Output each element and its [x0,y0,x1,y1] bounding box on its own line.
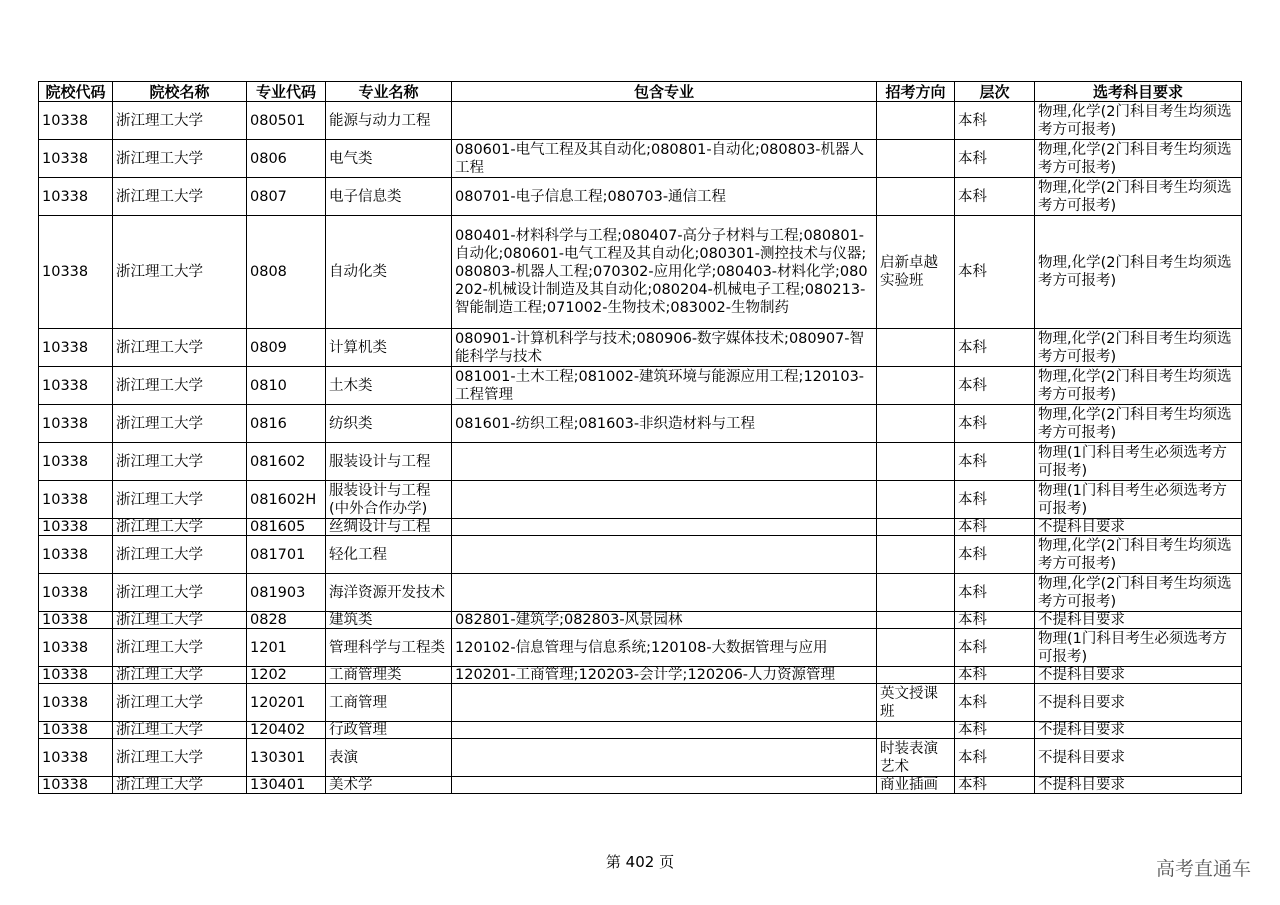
table-row [39,722,1242,739]
table-row [39,216,1242,329]
table-row [39,481,1242,519]
includes-cell [452,722,877,739]
school-code-cell: 10338 [39,629,113,667]
school-code-cell: 10338 [39,178,113,216]
major-name-cell: 电气类 [326,140,452,178]
requirement-cell: 物理,化学(2门科目考生均须选考方可报考) [1035,102,1242,140]
major-name-cell: 电子信息类 [326,178,452,216]
page-number: 第 402 页 [605,853,675,871]
school-code-cell: 10338 [39,481,113,519]
school-code-cell: 10338 [39,519,113,536]
direction-cell [877,574,955,612]
direction-cell [877,722,955,739]
direction-cell [877,140,955,178]
header-includes: 包含专业 [452,82,877,102]
table-row [39,178,1242,216]
header-requirement: 选考科目要求 [1035,82,1242,102]
requirement-cell: 物理,化学(2门科目考生均须选考方可报考) [1035,216,1242,329]
major-name-cell: 能源与动力工程 [326,102,452,140]
school-code-cell: 10338 [39,739,113,777]
requirement-cell: 物理,化学(2门科目考生均须选考方可报考) [1035,140,1242,178]
major-name-cell: 美术学 [326,777,452,794]
requirement-cell: 不提科目要求 [1035,739,1242,777]
level-cell: 本科 [955,667,1035,684]
major-code-cell: 120201 [247,684,326,722]
school-name-cell: 浙江理工大学 [113,667,247,684]
major-name-cell: 纺织类 [326,405,452,443]
major-name-cell: 工商管理 [326,684,452,722]
table-row [39,405,1242,443]
major-code-cell: 0808 [247,216,326,329]
school-name-cell: 浙江理工大学 [113,612,247,629]
header-major-code: 专业代码 [247,82,326,102]
includes-cell [452,443,877,481]
level-cell: 本科 [955,405,1035,443]
direction-cell: 英文授课班 [877,684,955,722]
major-name-cell: 计算机类 [326,329,452,367]
includes-cell [452,102,877,140]
level-cell: 本科 [955,612,1035,629]
major-code-cell: 1201 [247,629,326,667]
school-name-cell: 浙江理工大学 [113,367,247,405]
school-code-cell: 10338 [39,102,113,140]
direction-cell [877,443,955,481]
major-name-cell: 丝绸设计与工程 [326,519,452,536]
major-code-cell: 081903 [247,574,326,612]
direction-cell: 启新卓越实验班 [877,216,955,329]
school-name-cell: 浙江理工大学 [113,684,247,722]
table-row [39,684,1242,722]
includes-cell [452,574,877,612]
table-row [39,443,1242,481]
major-name-cell: 建筑类 [326,612,452,629]
includes-cell [452,777,877,794]
school-code-cell: 10338 [39,367,113,405]
school-code-cell: 10338 [39,722,113,739]
requirement-cell: 物理,化学(2门科目考生均须选考方可报考) [1035,405,1242,443]
school-name-cell: 浙江理工大学 [113,178,247,216]
major-code-cell: 0828 [247,612,326,629]
direction-cell [877,667,955,684]
requirement-cell: 物理,化学(2门科目考生均须选考方可报考) [1035,536,1242,574]
includes-cell: 080901-计算机科学与技术;080906-数字媒体技术;080907-智能科学与技术 [452,329,877,367]
direction-cell: 商业插画 [877,777,955,794]
level-cell: 本科 [955,102,1035,140]
table-header-row [39,82,1242,102]
level-cell: 本科 [955,739,1035,777]
major-code-cell: 0806 [247,140,326,178]
school-code-cell: 10338 [39,574,113,612]
includes-cell: 120102-信息管理与信息系统;120108-大数据管理与应用 [452,629,877,667]
major-code-cell: 081602 [247,443,326,481]
school-code-cell: 10338 [39,329,113,367]
includes-cell [452,684,877,722]
includes-cell: 082801-建筑学;082803-风景园林 [452,612,877,629]
major-name-cell: 表演 [326,739,452,777]
header-level: 层次 [955,82,1035,102]
school-code-cell: 10338 [39,667,113,684]
header-direction: 招考方向 [877,82,955,102]
requirement-cell: 物理,化学(2门科目考生均须选考方可报考) [1035,574,1242,612]
requirement-cell: 物理,化学(2门科目考生均须选考方可报考) [1035,367,1242,405]
requirement-cell: 物理,化学(2门科目考生均须选考方可报考) [1035,329,1242,367]
major-code-cell: 080501 [247,102,326,140]
school-code-cell: 10338 [39,777,113,794]
admission-table [38,81,1242,794]
direction-cell [877,481,955,519]
major-code-cell: 130401 [247,777,326,794]
requirement-cell: 不提科目要求 [1035,612,1242,629]
school-name-cell: 浙江理工大学 [113,102,247,140]
school-code-cell: 10338 [39,536,113,574]
major-name-cell: 土木类 [326,367,452,405]
school-name-cell: 浙江理工大学 [113,140,247,178]
major-name-cell: 自动化类 [326,216,452,329]
school-name-cell: 浙江理工大学 [113,481,247,519]
level-cell: 本科 [955,329,1035,367]
table-row [39,777,1242,794]
level-cell: 本科 [955,684,1035,722]
major-name-cell: 行政管理 [326,722,452,739]
table-row [39,102,1242,140]
table-row [39,329,1242,367]
school-code-cell: 10338 [39,405,113,443]
direction-cell [877,612,955,629]
header-school-name: 院校名称 [113,82,247,102]
includes-cell [452,739,877,777]
table-row [39,739,1242,777]
level-cell: 本科 [955,367,1035,405]
requirement-cell: 不提科目要求 [1035,519,1242,536]
level-cell: 本科 [955,481,1035,519]
includes-cell: 080601-电气工程及其自动化;080801-自动化;080803-机器人工程 [452,140,877,178]
direction-cell: 时装表演艺术 [877,739,955,777]
includes-cell [452,481,877,519]
school-code-cell: 10338 [39,216,113,329]
major-code-cell: 081605 [247,519,326,536]
includes-cell: 080401-材料科学与工程;080407-高分子材料与工程;080801-自动化;080601-电气工程及其自动化;080301-测控技术与仪器;080803-机器人工程;070302-应用化学;080403-材料化学;080202-机械设计制造及其自动化;080204-机械电子工程;080213-智能制造工程;071002-生物技术;083002-生物制药 [452,216,877,329]
school-name-cell: 浙江理工大学 [113,405,247,443]
requirement-cell: 不提科目要求 [1035,684,1242,722]
admission-table-container [38,81,1241,794]
direction-cell [877,178,955,216]
major-code-cell: 081701 [247,536,326,574]
major-name-cell: 管理科学与工程类 [326,629,452,667]
school-name-cell: 浙江理工大学 [113,739,247,777]
major-code-cell: 0807 [247,178,326,216]
requirement-cell: 物理(1门科目考生必须选考方可报考) [1035,481,1242,519]
direction-cell [877,102,955,140]
major-code-cell: 081602H [247,481,326,519]
major-name-cell: 海洋资源开发技术 [326,574,452,612]
level-cell: 本科 [955,777,1035,794]
table-row [39,629,1242,667]
school-name-cell: 浙江理工大学 [113,722,247,739]
school-name-cell: 浙江理工大学 [113,519,247,536]
major-name-cell: 服装设计与工程 [326,443,452,481]
direction-cell [877,629,955,667]
table-row [39,519,1242,536]
school-code-cell: 10338 [39,612,113,629]
includes-cell: 081001-土木工程;081002-建筑环境与能源应用工程;120103-工程管理 [452,367,877,405]
school-name-cell: 浙江理工大学 [113,443,247,481]
table-row [39,536,1242,574]
school-name-cell: 浙江理工大学 [113,536,247,574]
direction-cell [877,405,955,443]
requirement-cell: 不提科目要求 [1035,777,1242,794]
requirement-cell: 不提科目要求 [1035,722,1242,739]
level-cell: 本科 [955,178,1035,216]
level-cell: 本科 [955,443,1035,481]
watermark-text: 高考直通车 [1155,858,1251,880]
header-school-code: 院校代码 [39,82,113,102]
includes-cell: 081601-纺织工程;081603-非织造材料与工程 [452,405,877,443]
level-cell: 本科 [955,536,1035,574]
level-cell: 本科 [955,519,1035,536]
major-name-cell: 轻化工程 [326,536,452,574]
requirement-cell: 物理(1门科目考生必须选考方可报考) [1035,629,1242,667]
school-code-cell: 10338 [39,140,113,178]
level-cell: 本科 [955,216,1035,329]
major-name-cell: 服装设计与工程(中外合作办学) [326,481,452,519]
school-name-cell: 浙江理工大学 [113,329,247,367]
school-code-cell: 10338 [39,684,113,722]
includes-cell: 120201-工商管理;120203-会计学;120206-人力资源管理 [452,667,877,684]
school-name-cell: 浙江理工大学 [113,629,247,667]
major-name-cell: 工商管理类 [326,667,452,684]
school-name-cell: 浙江理工大学 [113,216,247,329]
requirement-cell: 不提科目要求 [1035,667,1242,684]
major-code-cell: 1202 [247,667,326,684]
table-row [39,367,1242,405]
direction-cell [877,536,955,574]
major-code-cell: 0816 [247,405,326,443]
major-code-cell: 120402 [247,722,326,739]
school-name-cell: 浙江理工大学 [113,777,247,794]
direction-cell [877,367,955,405]
table-row [39,574,1242,612]
header-major-name: 专业名称 [326,82,452,102]
requirement-cell: 物理,化学(2门科目考生均须选考方可报考) [1035,178,1242,216]
direction-cell [877,329,955,367]
major-code-cell: 0810 [247,367,326,405]
major-code-cell: 130301 [247,739,326,777]
level-cell: 本科 [955,574,1035,612]
includes-cell: 080701-电子信息工程;080703-通信工程 [452,178,877,216]
table-row [39,612,1242,629]
includes-cell [452,519,877,536]
level-cell: 本科 [955,140,1035,178]
school-name-cell: 浙江理工大学 [113,574,247,612]
direction-cell [877,519,955,536]
requirement-cell: 物理(1门科目考生必须选考方可报考) [1035,443,1242,481]
table-row [39,667,1242,684]
includes-cell [452,536,877,574]
level-cell: 本科 [955,722,1035,739]
major-code-cell: 0809 [247,329,326,367]
table-row [39,140,1242,178]
school-code-cell: 10338 [39,443,113,481]
level-cell: 本科 [955,629,1035,667]
